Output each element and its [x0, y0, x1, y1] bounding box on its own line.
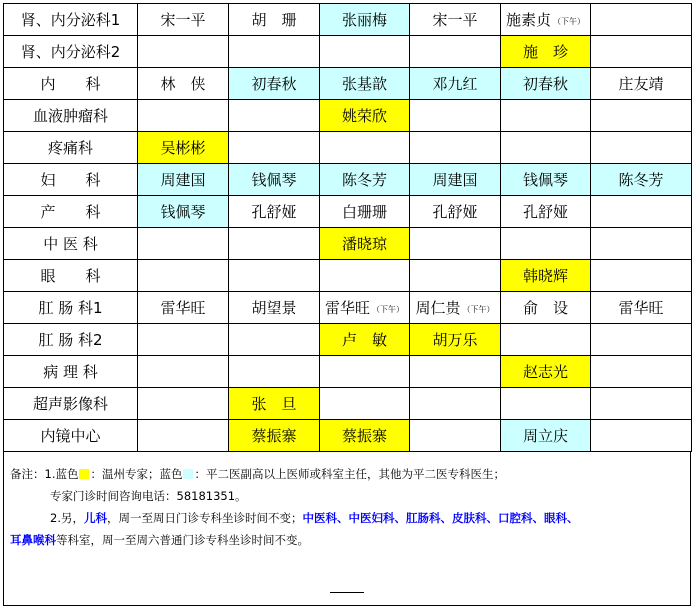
doctor-cell	[138, 100, 229, 132]
doctor-cell	[410, 132, 501, 164]
doctor-name: 蔡振寨	[341, 427, 387, 445]
doctor-cell	[138, 164, 229, 196]
doctor-cell	[229, 164, 320, 196]
doctor-cell	[229, 196, 320, 228]
table-row	[4, 260, 692, 292]
doctor-name: 施素贞	[505, 11, 551, 29]
doctor-cell	[501, 324, 591, 356]
doctor-name: 周仁贵	[415, 299, 461, 317]
doctor-name: 钱佩琴	[251, 171, 297, 189]
doctor-cell	[320, 164, 410, 196]
department-cell: 肛 肠 科2	[4, 324, 138, 356]
doctor-cell	[229, 100, 320, 132]
doctor-name: 吴彬彬	[160, 139, 206, 157]
doctor-name: 林 侠	[160, 75, 206, 93]
doctor-cell	[501, 420, 591, 452]
note-line-2	[4, 485, 690, 507]
doctor-cell	[410, 4, 501, 36]
doctor-name: 陈冬芳	[618, 171, 664, 189]
note-text: 备注：1.蓝色	[10, 467, 79, 481]
doctor-cell	[501, 68, 591, 100]
doctor-cell	[320, 356, 410, 388]
department-cell: 产 科	[4, 196, 138, 228]
doctor-name: 雷华旺	[618, 299, 664, 317]
note-text: ：平二医副高以上医师或科室主任，其他为平二医专科医生；	[194, 467, 505, 481]
department-cell: 肾、内分泌科2	[4, 36, 138, 68]
doctor-cell	[591, 132, 692, 164]
doctor-cell	[591, 260, 692, 292]
doctor-name: 周立庆	[522, 427, 568, 445]
table-row	[4, 292, 692, 324]
doctor-name: 周建国	[432, 171, 478, 189]
doctor-name: 庄友靖	[618, 75, 664, 93]
doctor-cell	[591, 324, 692, 356]
department-cell: 超声影像科	[4, 388, 138, 420]
department-cell: 肾、内分泌科1	[4, 4, 138, 36]
notes-box	[3, 452, 691, 606]
department-cell: 眼 科	[4, 260, 138, 292]
doctor-cell	[320, 4, 410, 36]
doctor-cell	[229, 260, 320, 292]
department-cell: 中 医 科	[4, 228, 138, 260]
doctor-name: 雷华旺	[160, 299, 206, 317]
doctor-name: 邓九红	[432, 75, 478, 93]
doctor-cell	[410, 260, 501, 292]
doctor-name: 张丽梅	[341, 11, 387, 29]
department-cell: 内镜中心	[4, 420, 138, 452]
doctor-cell	[138, 196, 229, 228]
department-cell: 疼痛科	[4, 132, 138, 164]
afternoon-note: （下午）	[462, 305, 495, 314]
note-text: 等科室，周一至周六普通门诊专科坐诊时间不变。	[56, 533, 309, 547]
doctor-name: 张基歆	[341, 75, 387, 93]
doctor-name: 卢 敏	[341, 331, 387, 349]
doctor-cell	[501, 356, 591, 388]
doctor-name: 白珊珊	[341, 203, 387, 221]
doctor-cell	[229, 292, 320, 324]
table-row	[4, 388, 692, 420]
doctor-cell	[320, 388, 410, 420]
doctor-cell	[410, 324, 501, 356]
doctor-cell	[138, 324, 229, 356]
table-row	[4, 100, 692, 132]
doctor-cell	[591, 420, 692, 452]
doctor-cell	[229, 36, 320, 68]
doctor-cell	[591, 4, 692, 36]
doctor-name: 胡望景	[251, 299, 297, 317]
doctor-name: 周建国	[160, 171, 206, 189]
doctor-cell	[591, 68, 692, 100]
doctor-cell	[229, 228, 320, 260]
doctor-cell	[320, 132, 410, 164]
doctor-name: 陈冬芳	[341, 171, 387, 189]
table-row	[4, 36, 692, 68]
doctor-cell	[138, 388, 229, 420]
doctor-cell	[410, 292, 501, 324]
doctor-cell	[320, 228, 410, 260]
doctor-cell	[229, 420, 320, 452]
doctor-cell	[138, 260, 229, 292]
doctor-cell	[410, 420, 501, 452]
doctor-cell	[501, 196, 591, 228]
table-row	[4, 164, 692, 196]
doctor-name: 孔舒娅	[251, 203, 297, 221]
doctor-cell	[410, 164, 501, 196]
doctor-name: 胡万乐	[432, 331, 478, 349]
doctor-cell	[591, 36, 692, 68]
doctor-name: 施 珍	[522, 43, 568, 61]
doctor-cell	[501, 164, 591, 196]
doctor-cell	[320, 292, 410, 324]
schedule-body	[4, 4, 692, 452]
doctor-cell	[320, 36, 410, 68]
table-row	[4, 68, 692, 100]
table-row	[4, 196, 692, 228]
doctor-cell	[138, 36, 229, 68]
doctor-cell	[410, 228, 501, 260]
doctor-name: 俞 设	[522, 299, 568, 317]
note-text: ：温州专家；蓝色	[90, 467, 183, 481]
doctor-cell	[501, 292, 591, 324]
note-text: ，周一至周日门诊专科坐诊时间不变；	[106, 511, 303, 525]
doctor-name: 初春秋	[251, 75, 297, 93]
doctor-cell	[138, 292, 229, 324]
doctor-cell	[410, 68, 501, 100]
doctor-cell	[138, 356, 229, 388]
doctor-cell	[501, 132, 591, 164]
doctor-cell	[320, 68, 410, 100]
table-row	[4, 132, 692, 164]
table-row	[4, 420, 692, 452]
doctor-cell	[138, 132, 229, 164]
doctor-cell	[138, 420, 229, 452]
table-row	[4, 324, 692, 356]
yellow-swatch	[79, 469, 89, 479]
doctor-cell	[591, 164, 692, 196]
doctor-name: 钱佩琴	[522, 171, 568, 189]
doctor-cell	[410, 388, 501, 420]
doctor-name: 蔡振寨	[251, 427, 297, 445]
doctor-name: 姚荣欣	[341, 107, 387, 125]
afternoon-note: （下午）	[553, 17, 585, 26]
doctor-cell	[138, 68, 229, 100]
note-phone-text: 专家门诊时间咨询电话：58181351。	[50, 489, 247, 503]
department-cell: 肛 肠 科1	[4, 292, 138, 324]
doctor-cell	[591, 388, 692, 420]
doctor-cell	[591, 356, 692, 388]
note-text: 2.另，	[50, 511, 84, 525]
doctor-cell	[229, 388, 320, 420]
doctor-name: 初春秋	[522, 75, 568, 93]
cyan-swatch	[183, 469, 193, 479]
doctor-cell	[501, 36, 591, 68]
doctor-cell	[138, 4, 229, 36]
doctor-cell	[320, 196, 410, 228]
doctor-cell	[320, 260, 410, 292]
doctor-name: 胡 珊	[251, 11, 297, 29]
schedule-sheet	[3, 3, 691, 606]
doctor-cell	[591, 100, 692, 132]
doctor-cell	[410, 100, 501, 132]
note-highlight: 中医科、中医妇科、肛肠科、皮肤科、口腔科、眼科、	[302, 511, 579, 525]
doctor-name: 雷华旺	[324, 299, 370, 317]
doctor-cell	[591, 292, 692, 324]
schedule-table	[3, 3, 692, 452]
note-highlight: 耳鼻喉科	[10, 533, 56, 547]
doctor-name: 韩晓辉	[522, 267, 568, 285]
afternoon-note: （下午）	[372, 305, 404, 314]
note-line-1	[4, 452, 690, 485]
doctor-cell	[229, 356, 320, 388]
doctor-name: 孔舒娅	[522, 203, 568, 221]
department-cell: 内 科	[4, 68, 138, 100]
doctor-name: 钱佩琴	[160, 203, 206, 221]
doctor-name: 孔舒娅	[432, 203, 478, 221]
department-cell: 血液肿瘤科	[4, 100, 138, 132]
doctor-cell	[229, 132, 320, 164]
doctor-name: 赵志光	[522, 363, 568, 381]
note-highlight: 儿科	[83, 511, 107, 525]
doctor-cell	[229, 324, 320, 356]
department-cell: 妇 科	[4, 164, 138, 196]
doctor-cell	[410, 356, 501, 388]
doctor-cell	[501, 100, 591, 132]
doctor-cell	[320, 324, 410, 356]
note-line-4	[4, 529, 690, 551]
doctor-cell	[501, 388, 591, 420]
doctor-cell	[229, 68, 320, 100]
doctor-cell	[229, 4, 320, 36]
table-row	[4, 228, 692, 260]
table-row	[4, 356, 692, 388]
doctor-cell	[591, 228, 692, 260]
doctor-cell	[138, 228, 229, 260]
doctor-cell	[501, 260, 591, 292]
doctor-cell	[501, 4, 591, 36]
doctor-cell	[410, 36, 501, 68]
doctor-name: 宋一平	[160, 11, 206, 29]
note-line-3	[4, 507, 690, 529]
department-cell: 病 理 科	[4, 356, 138, 388]
doctor-cell	[501, 228, 591, 260]
table-row	[4, 4, 692, 36]
doctor-name: 张 旦	[251, 395, 297, 413]
doctor-cell	[320, 420, 410, 452]
doctor-cell	[591, 196, 692, 228]
doctor-cell	[320, 100, 410, 132]
doctor-cell	[410, 196, 501, 228]
doctor-name: 潘晓琼	[341, 235, 387, 253]
doctor-name: 宋一平	[432, 11, 478, 29]
